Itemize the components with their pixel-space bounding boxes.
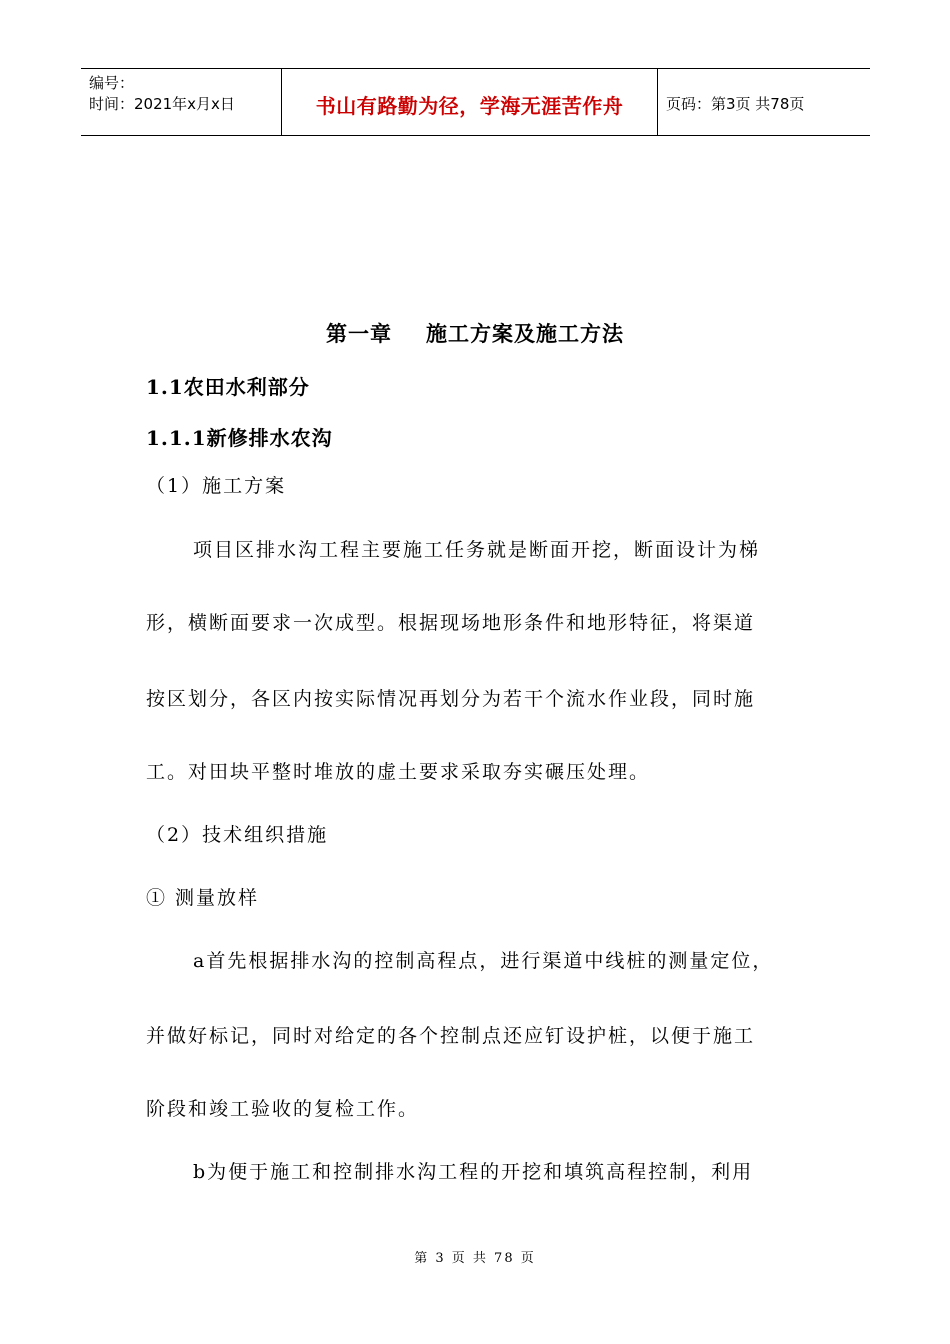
page-footer: 第 3 页 共 78 页 xyxy=(414,1251,536,1266)
chapter-name: 施工方案及施工方法 xyxy=(426,321,624,346)
subsection-construction-plan: （1）施工方案 xyxy=(146,475,287,497)
chapter-title xyxy=(0,318,950,348)
chapter-number: 第一章 xyxy=(326,321,392,346)
section-heading-1-1-1: 1.1.1新修排水农沟 xyxy=(146,426,333,450)
paragraph-line: 并做好标记，同时对给定的各个控制点还应钉设护桩，以便于施工 xyxy=(146,1025,756,1047)
header-page-info: 页码：第3页 共78页 xyxy=(666,94,805,113)
document-header xyxy=(81,68,870,136)
header-motto-cell xyxy=(282,69,658,135)
paragraph-line: 工。对田块平整时堆放的虚土要求采取夯实碾压处理。 xyxy=(146,761,651,783)
paragraph-line: 项目区排水沟工程主要施工任务就是断面开挖，断面设计为梯 xyxy=(193,539,761,561)
paragraph-line: 阶段和竣工验收的复检工作。 xyxy=(146,1098,420,1120)
paragraph-line: b为便于施工和控制排水沟工程的开挖和填筑高程控制，利用 xyxy=(193,1161,754,1183)
paragraph-line: a首先根据排水沟的控制高程点，进行渠道中线桩的测量定位， xyxy=(193,950,774,972)
document-date: 时间：2021年x月x日 xyxy=(89,95,235,113)
header-meta-cell xyxy=(81,69,282,135)
item-survey-layout: ① 测量放样 xyxy=(146,887,260,909)
paragraph-line: 形，横断面要求一次成型。根据现场地形条件和地形特征，将渠道 xyxy=(146,612,756,634)
paragraph-line: 按区划分，各区内按实际情况再划分为若干个流水作业段，同时施 xyxy=(146,688,756,710)
section-heading-1-1: 1.1农田水利部分 xyxy=(146,375,310,399)
header-motto: 书山有路勤为径，学海无涯苦作舟 xyxy=(315,93,624,118)
document-number-label: 编号： xyxy=(89,74,135,92)
subsection-technical-measures: （2）技术组织措施 xyxy=(146,824,329,846)
header-page-cell xyxy=(658,69,870,135)
